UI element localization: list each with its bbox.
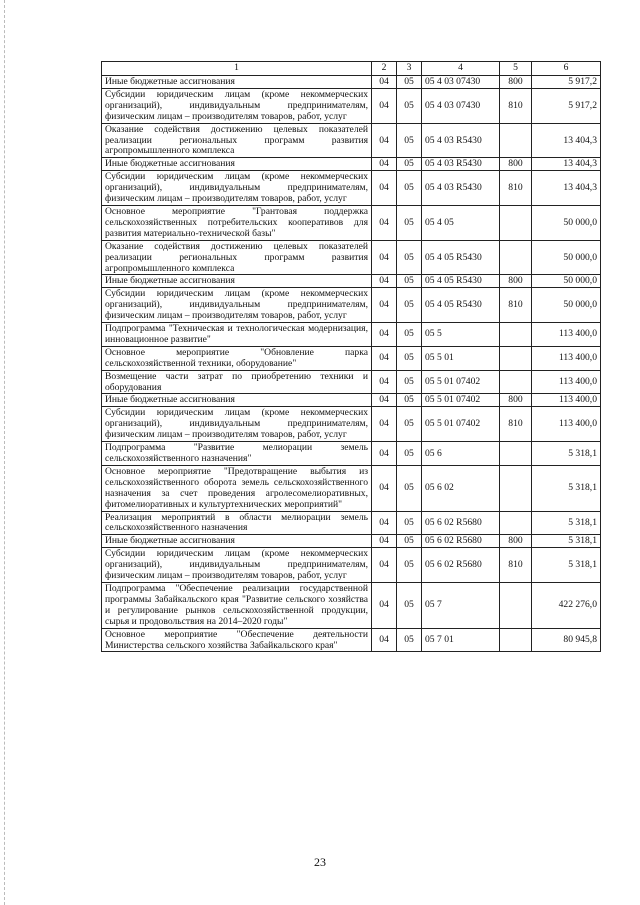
expense-type-cell: 800 [500,76,532,89]
target-article-cell: 05 5 01 07402 [422,394,500,407]
table-row [102,535,601,548]
subsection-code-cell: 05 [397,171,422,206]
target-article-cell: 05 4 05 R5430 [422,288,500,323]
row-name-cell: Основное мероприятие "Грантовая поддержка сельскохозяйственных потребительских кооперативов для развития материально-технической базы" [102,205,372,240]
table-row [102,171,601,206]
amount-cell: 13 404,3 [532,158,601,171]
section-code-cell: 04 [372,548,397,583]
target-article-cell: 05 6 02 R5680 [422,511,500,535]
target-article-cell: 05 4 03 R5430 [422,123,500,158]
section-code-cell: 04 [372,407,397,442]
table-row [102,158,601,171]
subsection-code-cell: 05 [397,394,422,407]
amount-cell: 113 400,0 [532,323,601,347]
expense-type-cell [500,582,532,628]
expense-type-cell [500,205,532,240]
scan-edge-line [4,0,5,905]
target-article-cell: 05 7 01 [422,628,500,652]
target-article-cell: 05 4 05 R5430 [422,240,500,275]
expense-type-cell: 810 [500,171,532,206]
expense-type-cell [500,123,532,158]
expense-type-cell [500,465,532,511]
row-name-cell: Иные бюджетные ассигнования [102,76,372,89]
target-article-cell: 05 4 05 R5430 [422,275,500,288]
row-name-cell: Подпрограмма "Развитие мелиорации земель сельскохозяйственного назначения" [102,442,372,466]
amount-cell: 5 917,2 [532,76,601,89]
target-article-cell: 05 6 02 R5680 [422,535,500,548]
amount-cell: 13 404,3 [532,171,601,206]
table-row [102,442,601,466]
section-code-cell: 04 [372,171,397,206]
row-name-cell: Иные бюджетные ассигнования [102,275,372,288]
table-row [102,628,601,652]
target-article-cell: 05 4 03 07430 [422,88,500,123]
header-col-5: 5 [500,62,532,76]
subsection-code-cell: 05 [397,240,422,275]
table-row [102,548,601,583]
section-code-cell: 04 [372,323,397,347]
row-name-cell: Субсидии юридическим лицам (кроме некоммерческих организаций), индивидуальным предпринимателям, физическим лицам – производителям товаров, работ, услуг [102,548,372,583]
target-article-cell: 05 4 03 07430 [422,76,500,89]
row-name-cell: Реализация мероприятий в области мелиорации земель сельскохозяйственного назначения [102,511,372,535]
subsection-code-cell: 05 [397,205,422,240]
subsection-code-cell: 05 [397,275,422,288]
expense-type-cell [500,370,532,394]
table-row [102,288,601,323]
subsection-code-cell: 05 [397,628,422,652]
target-article-cell: 05 6 02 [422,465,500,511]
target-article-cell: 05 5 01 [422,346,500,370]
subsection-code-cell: 05 [397,88,422,123]
amount-cell: 5 318,1 [532,511,601,535]
row-name-cell: Субсидии юридическим лицам (кроме некоммерческих организаций), индивидуальным предпринимателям, физическим лицам – производителям товаров, работ, услуг [102,171,372,206]
subsection-code-cell: 05 [397,288,422,323]
subsection-code-cell: 05 [397,346,422,370]
header-col-2: 2 [372,62,397,76]
table-row [102,582,601,628]
subsection-code-cell: 05 [397,407,422,442]
target-article-cell: 05 5 [422,323,500,347]
expense-type-cell: 800 [500,535,532,548]
section-code-cell: 04 [372,158,397,171]
table-row [102,275,601,288]
subsection-code-cell: 05 [397,370,422,394]
expense-type-cell [500,511,532,535]
section-code-cell: 04 [372,76,397,89]
subsection-code-cell: 05 [397,123,422,158]
table-row [102,370,601,394]
header-col-6: 6 [532,62,601,76]
section-code-cell: 04 [372,346,397,370]
target-article-cell: 05 6 02 R5680 [422,548,500,583]
subsection-code-cell: 05 [397,323,422,347]
table-row [102,511,601,535]
expense-type-cell [500,628,532,652]
amount-cell: 5 318,1 [532,548,601,583]
row-name-cell: Иные бюджетные ассигнования [102,535,372,548]
section-code-cell: 04 [372,628,397,652]
section-code-cell: 04 [372,288,397,323]
row-name-cell: Подпрограмма "Обеспечение реализации государственной программы Забайкальского края "Развитие сельского хозяйства и регулирование рынков сельскохозяйственной продукции, сырья и продовольствия на 2014–2020 годы" [102,582,372,628]
row-name-cell: Субсидии юридическим лицам (кроме некоммерческих организаций), индивидуальным предпринимателям, физическим лицам – производителям товаров, работ, услуг [102,88,372,123]
expense-type-cell: 800 [500,275,532,288]
subsection-code-cell: 05 [397,548,422,583]
amount-cell: 50 000,0 [532,240,601,275]
subsection-code-cell: 05 [397,582,422,628]
expense-type-cell: 800 [500,158,532,171]
amount-cell: 113 400,0 [532,346,601,370]
section-code-cell: 04 [372,535,397,548]
expense-type-cell: 810 [500,407,532,442]
section-code-cell: 04 [372,442,397,466]
row-name-cell: Основное мероприятие "Обновление парка сельскохозяйственной техники, оборудование" [102,346,372,370]
target-article-cell: 05 6 [422,442,500,466]
expense-type-cell: 800 [500,394,532,407]
table-row [102,205,601,240]
expense-type-cell: 810 [500,88,532,123]
row-name-cell: Возмещение части затрат по приобретению техники и оборудования [102,370,372,394]
subsection-code-cell: 05 [397,535,422,548]
expense-type-cell [500,323,532,347]
expense-type-cell: 810 [500,548,532,583]
amount-cell: 113 400,0 [532,407,601,442]
expense-type-cell: 810 [500,288,532,323]
subsection-code-cell: 05 [397,442,422,466]
expense-type-cell [500,442,532,466]
table-row [102,88,601,123]
header-col-4: 4 [422,62,500,76]
page-number: 23 [314,855,326,869]
subsection-code-cell: 05 [397,511,422,535]
header-col-1: 1 [102,62,372,76]
row-name-cell: Субсидии юридическим лицам (кроме некоммерческих организаций), индивидуальным предпринимателям, физическим лицам – производителям товаров, работ, услуг [102,288,372,323]
row-name-cell: Основное мероприятие "Предотвращение выбытия из сельскохозяйственного оборота земель сельскохозяйственного назначения за счет проведения агролесомелиоративных, фитомелиоративных и культуртехнических мероприятий" [102,465,372,511]
header-col-3: 3 [397,62,422,76]
section-code-cell: 04 [372,275,397,288]
table-row [102,346,601,370]
amount-cell: 50 000,0 [532,205,601,240]
subsection-code-cell: 05 [397,76,422,89]
amount-cell: 50 000,0 [532,275,601,288]
target-article-cell: 05 4 03 R5430 [422,158,500,171]
table-row [102,123,601,158]
table-row [102,465,601,511]
amount-cell: 113 400,0 [532,370,601,394]
table-row [102,323,601,347]
section-code-cell: 04 [372,370,397,394]
amount-cell: 5 318,1 [532,535,601,548]
amount-cell: 5 917,2 [532,88,601,123]
expense-type-cell [500,346,532,370]
section-code-cell: 04 [372,240,397,275]
subsection-code-cell: 05 [397,158,422,171]
table-row [102,394,601,407]
section-code-cell: 04 [372,582,397,628]
table-row [102,407,601,442]
target-article-cell: 05 4 03 R5430 [422,171,500,206]
section-code-cell: 04 [372,465,397,511]
subsection-code-cell: 05 [397,465,422,511]
table-row [102,240,601,275]
row-name-cell: Подпрограмма "Техническая и технологическая модернизация, инновационное развитие" [102,323,372,347]
amount-cell: 5 318,1 [532,442,601,466]
budget-allocation-table [101,61,601,652]
section-code-cell: 04 [372,88,397,123]
row-name-cell: Оказание содействия достижению целевых показателей реализации региональных программ развития агропромышленного комплекса [102,240,372,275]
target-article-cell: 05 5 01 07402 [422,407,500,442]
row-name-cell: Иные бюджетные ассигнования [102,394,372,407]
row-name-cell: Основное мероприятие "Обеспечение деятельности Министерства сельского хозяйства Забайкальского края" [102,628,372,652]
amount-cell: 422 276,0 [532,582,601,628]
target-article-cell: 05 5 01 07402 [422,370,500,394]
table-row [102,76,601,89]
target-article-cell: 05 7 [422,582,500,628]
amount-cell: 113 400,0 [532,394,601,407]
row-name-cell: Оказание содействия достижению целевых показателей реализации региональных программ развития агропромышленного комплекса [102,123,372,158]
row-name-cell: Субсидии юридическим лицам (кроме некоммерческих организаций), индивидуальным предпринимателям, физическим лицам – производителям товаров, работ, услуг [102,407,372,442]
amount-cell: 80 945,8 [532,628,601,652]
section-code-cell: 04 [372,123,397,158]
table-header-row [102,62,601,76]
row-name-cell: Иные бюджетные ассигнования [102,158,372,171]
expense-type-cell [500,240,532,275]
section-code-cell: 04 [372,511,397,535]
target-article-cell: 05 4 05 [422,205,500,240]
amount-cell: 50 000,0 [532,288,601,323]
amount-cell: 13 404,3 [532,123,601,158]
section-code-cell: 04 [372,205,397,240]
amount-cell: 5 318,1 [532,465,601,511]
section-code-cell: 04 [372,394,397,407]
